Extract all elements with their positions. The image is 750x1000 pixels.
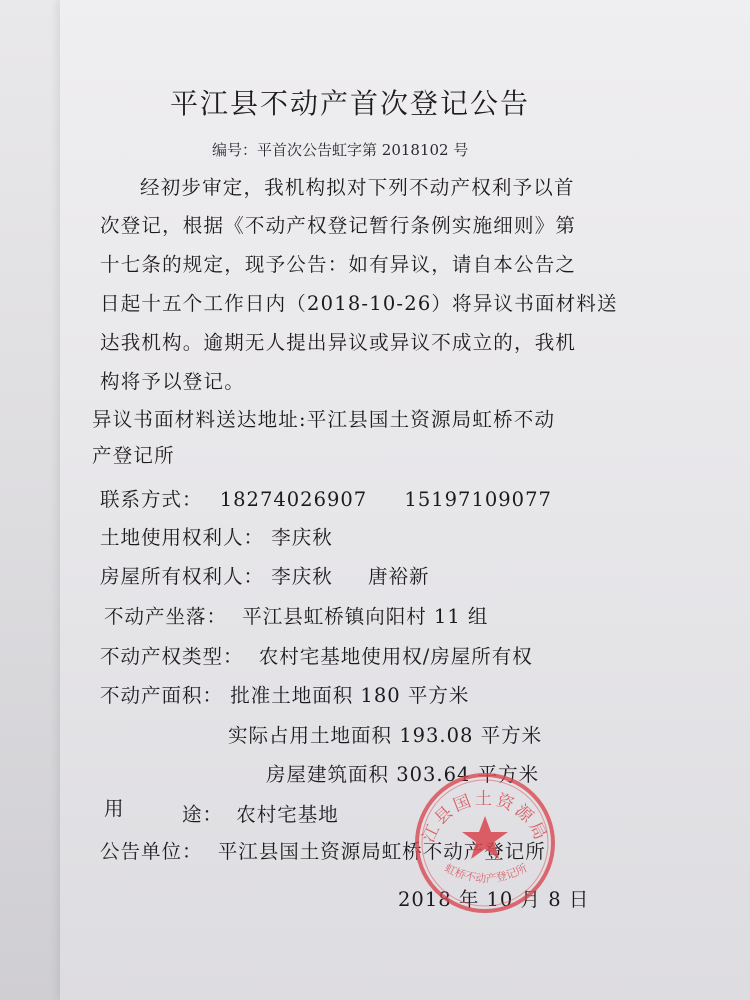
paragraph-line: 达我机构。逾期无人提出异议或异议不成立的，我机 [100, 331, 577, 354]
contact-row [100, 484, 552, 512]
area-building: 房屋建筑面积 303.64 平方米 [266, 763, 540, 786]
contact-label: 联系方式： [100, 488, 203, 511]
location-label: 不动产坐落： [104, 605, 228, 628]
usage-label-1: 用 [104, 797, 125, 820]
paragraph-line: 次登记，根据《不动产权登记暂行条例实施细则》第 [100, 214, 577, 237]
area-approved: 批准土地面积 180 平方米 [230, 684, 470, 707]
right-type-row [100, 641, 533, 669]
location-row [104, 601, 488, 629]
svg-text:江县国土资源局: 江县国土资源局 [418, 789, 552, 846]
paragraph-line: 构将予以登记。 [100, 370, 245, 393]
usage-row [104, 793, 125, 821]
right-type-label: 不动产权类型： [100, 645, 244, 668]
area-row [100, 680, 469, 708]
notice-serial-number: 编号：平首次公告虹字第 2018102 号 [212, 141, 469, 159]
usage-value: 农村宅基地 [236, 803, 339, 826]
issuer-label: 公告单位： [100, 840, 203, 863]
house-owner-value-1: 李庆秋 [271, 565, 333, 588]
issuer-value: 平江县国土资源局虹桥不动产登记所 [217, 840, 546, 863]
usage-label-2: 途： [182, 803, 224, 826]
usage-row-value [182, 799, 339, 827]
paragraph-line: 日起十五个工作日内（2018-10-26）将异议书面材料送 [100, 292, 618, 315]
land-user-row [100, 522, 333, 550]
address-line: 异议书面材料送达地址:平江县国土资源局虹桥不动 [92, 408, 556, 431]
land-user-label: 土地使用权利人： [100, 526, 265, 549]
official-seal-stamp [410, 768, 560, 918]
house-owner-row [100, 561, 429, 589]
contact-phone-2: 15197109077 [404, 488, 552, 511]
area-actual: 实际占用土地面积 193.08 平方米 [228, 724, 543, 747]
house-owner-label: 房屋所有权利人： [100, 565, 265, 588]
area-label: 不动产面积： [100, 684, 224, 707]
contact-phone-1: 18274026907 [219, 488, 368, 511]
seal-star-icon [462, 816, 508, 859]
paragraph-line: 经初步审定，我机构拟对下列不动产权利予以首 [140, 176, 575, 199]
svg-text:虹桥不动产登记所: 虹桥不动产登记所 [442, 861, 530, 886]
paragraph-line: 十七条的规定，现予公告：如有异议，请自本公告之 [100, 253, 577, 276]
notice-date: 2018 年 10 月 8 日 [398, 888, 590, 911]
house-owner-value-2: 唐裕新 [367, 565, 430, 588]
right-type-value: 农村宅基地使用权/房屋所有权 [258, 645, 533, 668]
land-user-value: 李庆秋 [271, 526, 333, 549]
location-value: 平江县虹桥镇向阳村 11 组 [242, 605, 489, 628]
page-title: 平江县不动产首次登记公告 [170, 87, 531, 120]
address-line: 产登记所 [92, 444, 175, 467]
